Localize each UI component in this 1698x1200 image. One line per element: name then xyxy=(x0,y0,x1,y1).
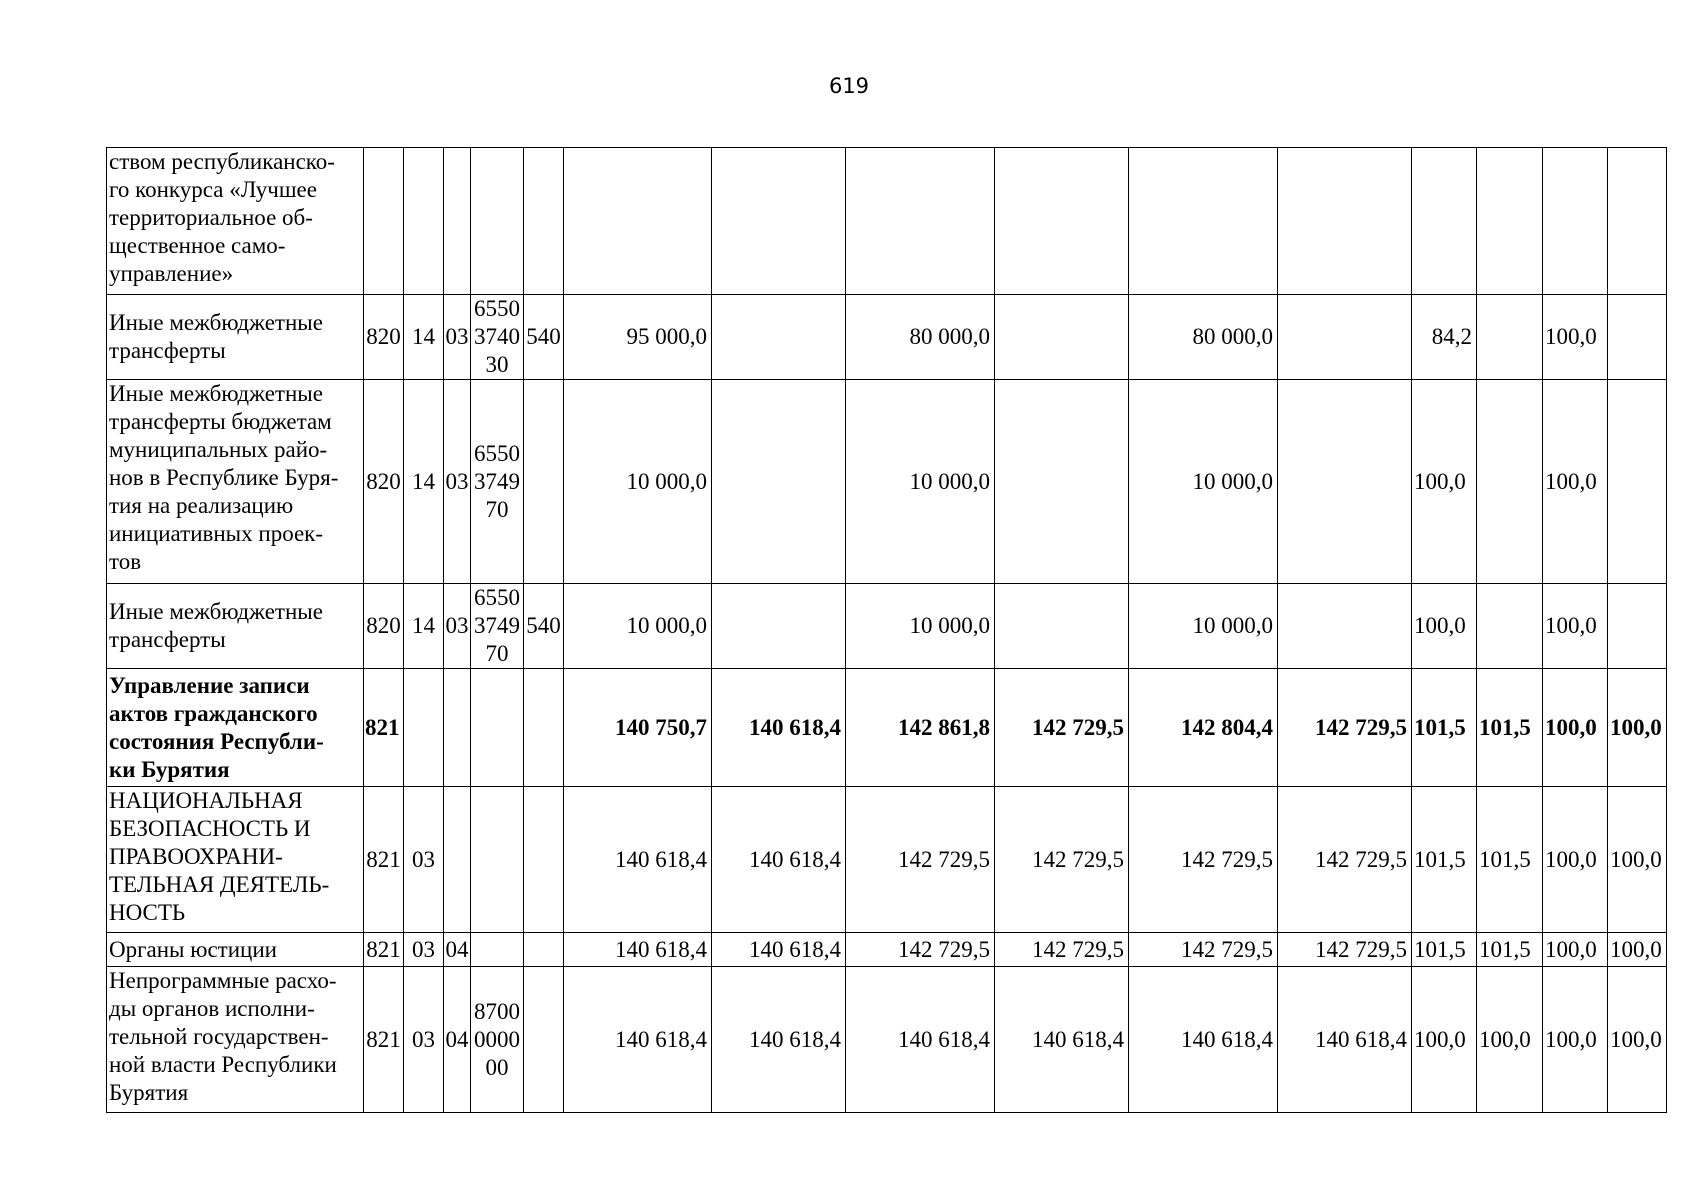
amount-cell xyxy=(995,584,1129,669)
table-row xyxy=(107,584,1667,669)
amount-cell: 140 618,4 xyxy=(846,967,995,1113)
amount-cell: 140 618,4 xyxy=(564,933,712,967)
subsection-code: 03 xyxy=(444,380,471,584)
percent-cell: 101,5 xyxy=(1477,787,1543,933)
amount-cell: 140 618,4 xyxy=(564,967,712,1113)
amount-cell xyxy=(712,148,846,295)
section-code: 14 xyxy=(404,584,444,669)
amount-cell: 140 618,4 xyxy=(1278,967,1412,1113)
percent-cell: 100,0 xyxy=(1608,933,1667,967)
amount-cell: 10 000,0 xyxy=(1129,380,1278,584)
table-row xyxy=(107,295,1667,380)
percent-cell: 101,5 xyxy=(1477,933,1543,967)
amount-cell xyxy=(564,148,712,295)
table-row xyxy=(107,787,1667,933)
row-name: Иные межбюджетные трансферты xyxy=(107,295,364,380)
amount-cell: 140 618,4 xyxy=(712,669,846,787)
amount-cell: 142 861,8 xyxy=(846,669,995,787)
amount-cell: 140 618,4 xyxy=(564,787,712,933)
row-name: Иные межбюджетные трансферты бюджетам муниципальных райо- нов в Республике Буря- тия на реализацию инициативных проек- тов xyxy=(107,380,364,584)
ministry-code: 820 xyxy=(364,295,404,380)
row-name: НАЦИОНАЛЬНАЯ БЕЗОПАСНОСТЬ И ПРАВООХРАНИ- ТЕЛЬНАЯ ДЕЯТЕЛЬ- НОСТЬ xyxy=(107,787,364,933)
ministry-code: 821 xyxy=(364,967,404,1113)
subsection-code xyxy=(444,669,471,787)
amount-cell: 80 000,0 xyxy=(846,295,995,380)
subsection-code: 03 xyxy=(444,295,471,380)
percent-cell: 100,0 xyxy=(1543,380,1608,584)
amount-cell: 142 729,5 xyxy=(1129,787,1278,933)
percent-cell: 84,2 xyxy=(1412,295,1477,380)
target-article-code xyxy=(471,148,524,295)
ministry-code: 821 xyxy=(364,669,404,787)
section-code: 03 xyxy=(404,787,444,933)
amount-cell: 142 729,5 xyxy=(1278,787,1412,933)
amount-cell: 142 729,5 xyxy=(1278,669,1412,787)
expense-type-code xyxy=(524,787,564,933)
percent-cell: 100,0 xyxy=(1543,967,1608,1113)
amount-cell: 142 729,5 xyxy=(846,933,995,967)
amount-cell xyxy=(995,380,1129,584)
percent-cell: 101,5 xyxy=(1477,669,1543,787)
percent-cell: 100,0 xyxy=(1543,787,1608,933)
row-name: Непрограммные расхо- ды органов исполни- тельной государствен- ной власти Республики Бурятия xyxy=(107,967,364,1113)
amount-cell: 140 618,4 xyxy=(995,967,1129,1113)
expense-type-code xyxy=(524,669,564,787)
amount-cell: 142 729,5 xyxy=(995,933,1129,967)
amount-cell: 10 000,0 xyxy=(846,380,995,584)
percent-cell: 100,0 xyxy=(1543,584,1608,669)
percent-cell xyxy=(1477,148,1543,295)
percent-cell: 100,0 xyxy=(1543,669,1608,787)
amount-cell xyxy=(846,148,995,295)
percent-cell: 101,5 xyxy=(1412,787,1477,933)
section-code xyxy=(404,669,444,787)
expense-type-code xyxy=(524,380,564,584)
percent-cell xyxy=(1477,584,1543,669)
percent-cell xyxy=(1477,295,1543,380)
percent-cell: 100,0 xyxy=(1543,933,1608,967)
amount-cell xyxy=(712,584,846,669)
percent-cell xyxy=(1608,148,1667,295)
amount-cell xyxy=(1129,148,1278,295)
amount-cell: 140 618,4 xyxy=(712,967,846,1113)
expense-type-code: 540 xyxy=(524,295,564,380)
expense-type-code xyxy=(524,933,564,967)
budget-table xyxy=(106,147,1667,1113)
ministry-code xyxy=(364,148,404,295)
amount-cell xyxy=(712,380,846,584)
amount-cell xyxy=(1278,584,1412,669)
percent-cell: 101,5 xyxy=(1412,669,1477,787)
amount-cell: 140 750,7 xyxy=(564,669,712,787)
amount-cell: 10 000,0 xyxy=(564,584,712,669)
percent-cell xyxy=(1608,584,1667,669)
row-name: Органы юстиции xyxy=(107,933,364,967)
section-code: 14 xyxy=(404,380,444,584)
target-article-code xyxy=(471,933,524,967)
amount-cell: 142 729,5 xyxy=(995,787,1129,933)
expense-type-code: 540 xyxy=(524,584,564,669)
subsection-code xyxy=(444,787,471,933)
ministry-code: 821 xyxy=(364,933,404,967)
percent-cell: 100,0 xyxy=(1412,380,1477,584)
percent-cell: 100,0 xyxy=(1608,669,1667,787)
percent-cell: 100,0 xyxy=(1543,295,1608,380)
percent-cell: 100,0 xyxy=(1608,787,1667,933)
table-row xyxy=(107,967,1667,1113)
amount-cell xyxy=(1278,380,1412,584)
expense-type-code xyxy=(524,967,564,1113)
target-article-code: 6550 3749 70 xyxy=(471,584,524,669)
percent-cell: 100,0 xyxy=(1477,967,1543,1113)
row-name: Иные межбюджетные трансферты xyxy=(107,584,364,669)
amount-cell xyxy=(1278,295,1412,380)
amount-cell: 142 729,5 xyxy=(846,787,995,933)
percent-cell: 100,0 xyxy=(1608,967,1667,1113)
subsection-code: 04 xyxy=(444,933,471,967)
target-article-code xyxy=(471,787,524,933)
page-number: 619 xyxy=(828,74,870,98)
amount-cell: 80 000,0 xyxy=(1129,295,1278,380)
percent-cell: 101,5 xyxy=(1412,933,1477,967)
amount-cell xyxy=(995,148,1129,295)
row-name: Управление записи актов гражданского состояния Республи- ки Бурятия xyxy=(107,669,364,787)
percent-cell: 100,0 xyxy=(1412,967,1477,1113)
percent-cell xyxy=(1477,380,1543,584)
amount-cell: 10 000,0 xyxy=(1129,584,1278,669)
section-code: 03 xyxy=(404,967,444,1113)
target-article-code: 8700 0000 00 xyxy=(471,967,524,1113)
percent-cell xyxy=(1412,148,1477,295)
subsection-code: 03 xyxy=(444,584,471,669)
section-code: 03 xyxy=(404,933,444,967)
table-row xyxy=(107,148,1667,295)
amount-cell: 10 000,0 xyxy=(846,584,995,669)
amount-cell: 142 729,5 xyxy=(995,669,1129,787)
expense-type-code xyxy=(524,148,564,295)
amount-cell: 142 729,5 xyxy=(1278,933,1412,967)
amount-cell: 140 618,4 xyxy=(712,933,846,967)
subsection-code xyxy=(444,148,471,295)
percent-cell xyxy=(1543,148,1608,295)
table-row xyxy=(107,933,1667,967)
table-row xyxy=(107,669,1667,787)
section-code xyxy=(404,148,444,295)
amount-cell: 140 618,4 xyxy=(1129,967,1278,1113)
percent-cell xyxy=(1608,295,1667,380)
amount-cell: 142 729,5 xyxy=(1129,933,1278,967)
amount-cell xyxy=(995,295,1129,380)
subsection-code: 04 xyxy=(444,967,471,1113)
table-row xyxy=(107,380,1667,584)
amount-cell: 142 804,4 xyxy=(1129,669,1278,787)
ministry-code: 820 xyxy=(364,584,404,669)
amount-cell xyxy=(712,295,846,380)
target-article-code: 6550 3749 70 xyxy=(471,380,524,584)
target-article-code xyxy=(471,669,524,787)
ministry-code: 821 xyxy=(364,787,404,933)
amount-cell: 140 618,4 xyxy=(712,787,846,933)
target-article-code: 6550 3740 30 xyxy=(471,295,524,380)
percent-cell xyxy=(1608,380,1667,584)
amount-cell: 10 000,0 xyxy=(564,380,712,584)
amount-cell: 95 000,0 xyxy=(564,295,712,380)
percent-cell: 100,0 xyxy=(1412,584,1477,669)
section-code: 14 xyxy=(404,295,444,380)
amount-cell xyxy=(1278,148,1412,295)
row-name: ством республиканско- го конкурса «Лучшее территориальное об- щественное само- управление» xyxy=(107,148,364,295)
ministry-code: 820 xyxy=(364,380,404,584)
